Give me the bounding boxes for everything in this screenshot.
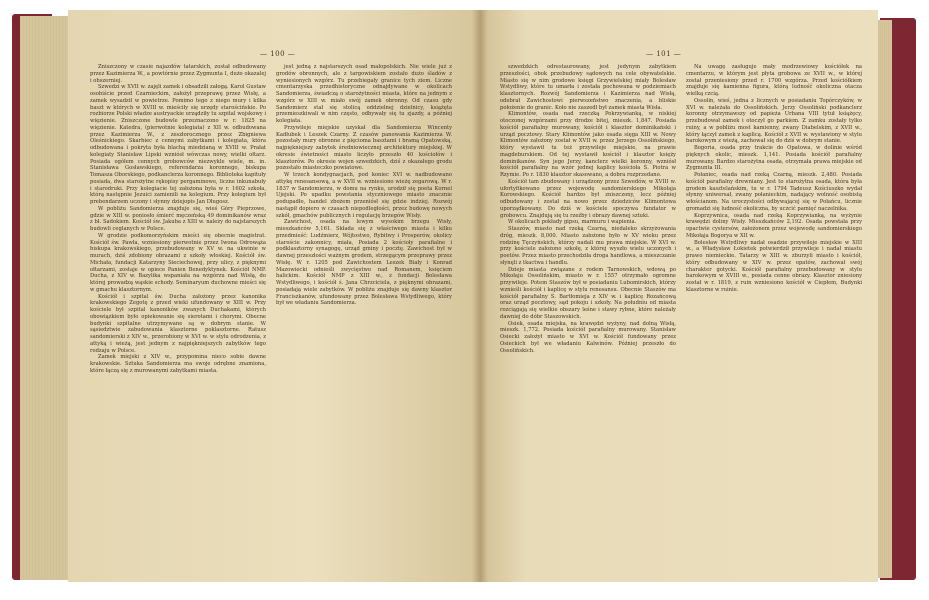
text-column-1 xyxy=(500,64,676,354)
paragraph: W trzech kondygnacjach, pod koniec XVI w. nadbudowano attykę renesansową, a w XVII w. wzniesiono wieżę zegarową. W r. 1837 w Sandomierzu, w domu na rynku, urodził się poeta Kornel Ujejski. Po upadku powstania styczniowego miasto znacznie podupadło, handel zbożem przeniósł się gdzie indziej. Rozwój nastąpił dopiero w czasach niepodległości, przez budowę nowych szkół, gmachów publicznych i regulację brzegów Wisły. xyxy=(276,172,454,219)
text-column-2 xyxy=(686,64,862,294)
book-gutter xyxy=(472,10,488,582)
paragraph: Dzieje miasta związane z rodem Tarnowskich, wdową po Mikołaju Ossolińskim, miasto w r. 1557 otrzymało ogromne przywileje. Potem Staszów był w posiadaniu Lubomirskich, którzy wznieśli kościół i kaplicę w stylu renesansu. Obecnie Staszów ma kościół parafialny Ś. Bartłomieja z XIV w. i kaplicę Rozańcową oraz urząd pocztowy, sąd pokoju i szkoły. Na południu od miasta rozciągają się wielkie obszary leśne i stawy rybne, które należały dawniej do dóbr Staszowskich. xyxy=(500,266,678,320)
paragraph: szwedzkich odrestaurowany, jest jedynym zabytkiem przeszłości, obok przebudowy sądowych na cele obywatelskie. Miasto się w nim grodowe księgi Grzywielskiej miały Bolesław Wstydliwy, które tu umarła i została pochowana w podziemiach klasztornych. Rozwój Sandomierza i Kazimierza nad Wisłą, odebrał Zawichostowi pierwszeństwo znaczenia, a bliskie położenie do granic. Koło nie zaszedł był zamek miasta Wisła. xyxy=(500,64,678,111)
paragraph: W okolicach pokłady gipsu, marmuru i wapienia. xyxy=(508,219,637,226)
paragraph: Ossolin, wieś, jedna z licznych w posiadaniu Topórczyków, w XVI w. należała do Ossolińskich. Jerzy Ossoliński podkanclerz koronny otrzymawszy od papieża Urbana VIII tytuł książęcy, przebudował zamek i otoczył go parkiem. Z zamku zostały tylko ruiny, a w pobliżu most kamienny, zwany Diabelskim, z XVII w., który łączył zamek z kaplicą. Kościół z XVII w. wystawiony w stylu barokowym z wieżą, zachował się do dziś w dobrym stanie. xyxy=(686,97,864,145)
paragraph: Kościół i szpital św. Ducha założony przez kanonika krakowskiego Zegotę z przed wieki ufundowany w XIII w. Przy kościele był szpital kanoników zwanych Duchakami, których obowiązkiem było opiekowanie się sierotami i chorymi. Obecne budynki szpitalne utrzymywane są w dobrym stanie. W sąsiedztwie zabudowania klasztorne poklasztorne. Ratusz sandomierski z XIV w., przerobiony w XVI w. w stylu odrodzenia, z attyką i wieżą, jest jednym z najpiękniejszych zabytków tego rodzaju w Polsce. xyxy=(90,293,268,354)
right-page xyxy=(480,10,878,582)
paragraph: jest jedną z najstarszych osad małopolskich. Nie wiele już z grodów obronnych, ale z targowiskiem zostało dużo śladów z wyniesionych wzgórz. Tu przebiegały granice tych ziem. Liczne cmentarzyska przedhistoryczne odnajdywane w okolicach Sandomierza, świadczą o starożytności miasta, które na jednym z wzgórz w XIII w. miało swój zamek obronny. Od czasu gdy Sandomierz stał się stolicą oddzielnej dzielnicy, książęta przemieszkiwali w nim często, odbywały się tu zjazdy, a później kolegiata. xyxy=(276,64,454,124)
paragraph: Połaniec, osada nad rzeką Czarną, mieszk. 2,480. Posiada kościół parafialny drewniany. Jest to starożytna osada, która była grodem kasztelańskim, tu w r. 1794 Tadeusz Kościuszko wydał słynny uniwersał, zwany połanieckim, nadający wolność osobistą włościanom. Na uroczystości odbywającej się w Połańcu, licznie gromadzi się ludność okoliczna, by uczcić pamięć naczelnika. xyxy=(686,172,864,212)
paragraph: Osiek, osada miejska, na krawędzi wyżyny, nad dolną Wisłą, mieszk. 1,772. Posiada kościół parafialny murowany. Stanisław Osiecki założył miasto w XVI w. Kościół fundowany przez Osieckich był we władaniu Kalwinów. Później przeszło do Ossolińskich. xyxy=(500,320,678,354)
paragraph: Bogoria, osada przy trakcie do Opatowa, w dolinie wśród pięknych okolic, mieszk. 1,141. Posiada kościół parafialny murowany. Bardzo starożytna osada, otrzymała prawa miejskie od Zygmunta III. xyxy=(686,145,864,172)
paragraph: Szwedzi w XVII w. zajęli zamek i obsadzili załogą. Karol Gustaw osobiście przed Czarnieckim, założył przeprawę przez Wisłę, a zamek wysadził w powietrze. Pomimo tego z niego mury i kilka baszt w których w XVIII w. mieściły się urzędy starościńskie. Po rozbiorze Polski władze austryackie urządziły tu szpital wojskowy i więzienie. Zniszczone budowle przeznaczono w r. 1825 na więzienie. Katedra, (pierwotnie kolegiata) z XII w. odbudowana przez Kazimierza W., z zeszłorocznego przez Zbigniewa Oleśnickiego. Skarbiec z cennymi zabytkami i kolegiata, która odbudowana i pokryta była blachą miedzianą w XVIII w. Prałat kolegiaty Stanisław Lipski wzniósł wówczas nowy, wielki ołtarz. Posiada ogółem cennych grobowców niezwykle wiele, m. in. Stanisława Gosławskiego, referendarza koronnego, biskupa Tomasza Oborskiego, podkanclerza koronnego. Biblioteka kapituły posiada, dwa starożytne rękopisy pergaminowe, liczne inkunabuły i starodruki. Przy kolegiacie tej założona była w r. 1602 szkoła, którą następnie Jezuici zamienili na kolegium. Przy kolegium był prebendarzem uczony i słynny dziejopis Jan Długosz. xyxy=(90,84,268,205)
page-edges-right xyxy=(876,20,892,578)
paragraph: Przywileje miejskie uzyskał dla Sandomierza Wincenty Kadłubek i Leszek Czarny. Z czasów panowania Kazimierza W. pozostały mury obronne z pięcioma basztami i bramą Opatowską, najpiękniejszy zabytek średniowiecznej architektury miejskiej. W okresie świetności miasto liczyło przeszło 40 kościołów i klasztorów. Po okresie wojen szwedzkich, dziś z okazałego grodu pozostało miasteczko powiatowe. xyxy=(276,124,454,172)
page-number: — 100 — xyxy=(260,50,296,58)
paragraph: Kościół tam zbudowany i urządzony przez Szwedów, w XVIII w. ufortyfikowano przez wojewodę sandomierskiego Mikołaja Kurowskiego. Kościół bardzo był zniszczony, lecz później odbudowany i został na nowo przez dziedziców Klimontowa uporządkowany. Do dziś w kościele spoczywa fundator w grobowcu. Znajdują się tu rzeźby i obrazy dawnej sztuki. xyxy=(500,178,678,219)
paragraph: Koprzywnica, osada nad rzeką Koprzywianką, na wyżynie krawędzi doliny Wisły. Mieszkańców 2,192. Osada powstała przy opactwie cystersów, założonem przez wojewodę sandomierskiego Mikołaja Bogorya w XII w. xyxy=(686,212,864,239)
paragraph: Staszów, miasto nad rzeką Czarną, niedaleko skrzyżowania dróg, mieszk. 8,000. Miasto założone było w XV wieku przez rodzinę Tęczyńskich, którzy nadali mu prawa miejskie. W XVI w. przy kościele założono szkołę, z której wyszło wielu uczonych i poetów. Przez miasto przechodziła droga handlowa, a mieszczanie słynęli z tkactwa i handlu. xyxy=(500,226,678,266)
paragraph: Klimontów, osada nad rzeczką Pokrzywianką, w niskiej otoczonej wzgórzami przy drodze bitej, mieszk. 1,847. Posiada kościół parafialny murowany, kościół i klasztor dominikański i urząd pocztowy. Stary Klimontów jako osada sięga XIII w. Nowy Klimontów założony został w XVII w. przez Jerzego Ossolińskiego, który wystawił tu też przywileje miejskie, na prawie magdeburskiem. Od tej wystawił kościół i klasztor księży dominikanów. Syn jego Jerzy, kanclerz wielki koronny, wzniósł kościół parafialny na wzór jednej kaplicy kościoła Ś. Piotra w Rzymie. Po r. 1830 klasztor skasowano, a dobra rozprzedano. xyxy=(500,111,678,178)
open-book xyxy=(8,6,921,590)
left-page xyxy=(68,10,480,582)
paragraph: Zamek miejski z XIV w., przypomina nieco sobie dawne krakowskie. Sztuka Sandomierza ma swoje odrębne znamiona, które łączą się z murowanymi zabytkami miasta. xyxy=(90,354,268,374)
paragraph: W grodzie podkomorzyńskim mieści się obecnie magistrat. Kościół św. Pawła, wzniesiony pierwotnie przez Iwona Odrowąża biskupa krakowskiego, przebudowany w XV w. na ukwinie w murach, dziś zdobiony obrazami z szkoły włoskiej. Kościół św. Michała, fundacji Katarzyny Sieciechowej, przy ulicy, z pięknymi ołtarzami, zostaje w opiece Panien Benedyktynek. Kościół NMP. Ducha, z XIV w. Bazylika wspaniała na wzgórzu nad Wisłą, do której prowadzą wąskie schody. Seminaryum duchowne mieści się w gmachu klasztornym. xyxy=(90,232,268,293)
text-column-2 xyxy=(276,64,452,307)
paragraph: W pobliżu Sandomierza znajduje się, wieś Góry Pieprzowe, gdzie w XIII w. poniosło śmierć męczeńską 49 dominikanów wraz z bł. Sadokiem. Kościół św. Jakuba z XIII w. należy do najstarszych budowli ceglanych w Polsce. xyxy=(90,205,268,232)
page-number: — 101 — xyxy=(646,50,682,58)
paragraph: Zawichost, osada na lewym wysokim brzegu Wisły, mieszkańców 5,161. Składa się z właściwego miasta i kilku przedmieść: Ludźmierz, Wójtostwo, Rybitwy i Prosperów, okolicy staroście zakonnicy, miała, Posiada 2 kościoły parafialne i podklasztorny synagogę, urząd gminy i pocztę. Zawichost był w dawnej przeszłości ważnym grodem, strzegącym przeprawy przez Wisłę. W r. 1205 pod Zawichostem Leszek Biały i Konrad Mazowiecki odnieśli zwycięstwo nad Romanem, księciem halickim. Kościół NMP z XIII w., z fundacji Bolesława Wstydliwego, i kościół ś. Jana Chrzciciela, z pięknymi obrazami, posiadają wiele zabytków. W pobliżu znajduje się dawny klasztor Franciszkanów, ufundowany przez Bolesława Wstydliwego, który był we władaniu Sandomierza. xyxy=(276,219,454,307)
paragraph: Zniszczony w czasie najazdów tatarskich, został odbudowany przez Kazimierza W., a powtórnie przez Zygmunta I, dużo okazalej i obszerniej. xyxy=(90,64,268,84)
paragraph: Bolesław Wstydliwy nadał osadzie przywileje miejskie w XIII w., a Władysław Łokietek potwierdził przywileje i nadał miastu prawo niemieckie. Tatarzy w XIII w. zburzyli miasto i kościół, który odbudowany w XIV w. przez opatów, zachował swój charakter gotycki. Kościół parafialny przebudowany w stylu barokowym w XVIII w., posiada cenne obrazy. Klasztor zniesiony został w r. 1819, z ruin wzniesiono kościół w Ciepłem, Budynki klasztorne w ruinie. xyxy=(686,239,864,293)
paragraph: Na uwagę zasługuje mały modrzewiowy kościółek na cmentarzu, w którym jest płyta grobowa ze XVII w., w której został przeniesiony przed r. 1700 wzgórza. Przed kościółkiem znajduje się kamienna figura, którą ludność okoliczna otacza wielką czcią. xyxy=(686,64,864,97)
text-column-1 xyxy=(90,64,266,375)
